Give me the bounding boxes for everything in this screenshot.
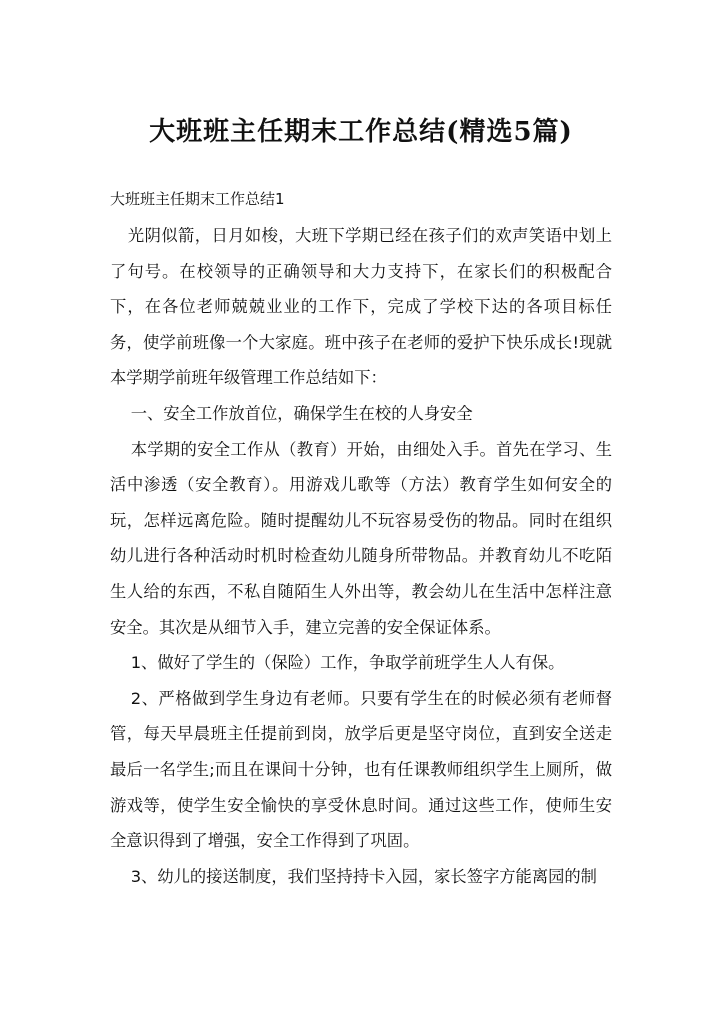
document-title: 大班班主任期末工作总结(精选5篇) [149,117,573,147]
paragraph-heading-safety: 一、安全工作放首位，确保学生在校的人身安全 [130,403,473,423]
paragraph-safety-education: 本学期的安全工作从（教育）开始，由细处入手。首先在学习、生活中渗透（安全教育）。用游戏儿歌等（方法）教育学生如何安全的玩，怎样远离危险。随时提醒幼儿不玩容易受伤的物品。同时在组织幼儿进行各种活动时机时检查幼儿随身所带物品。并教育幼儿不吃陌生人给的东西，不私自随陌生人外出等，教会幼儿在生活中怎样注意安全。其次是从细节入手，建立完善的安全保证体系。 [110,439,612,637]
section-subtitle: 大班班主任期末工作总结1 [110,190,285,208]
paragraph-item-1: 1、做好了学生的（保险）工作，争取学前班学生人人有保。 [130,653,565,673]
paragraph-intro: 光阴似箭，日月如梭，大班下学期已经在孩子们的欢声笑语中划上了句号。在校领导的正确领导和大力支持下，在家长们的积极配合下，在各位老师兢兢业业的工作下，完成了学校下达的各项目标任务，使学前班像一个大家庭。班中孩子在老师的爱护下快乐成长!现就本学期学前班年级管理工作总结如下： [110,226,612,388]
paragraph-item-2: 2、严格做到学生身边有老师。只要有学生在的时候必须有老师督管，每天早晨班主任提前到岗，放学后更是坚守岗位，直到安全送走最后一名学生;而且在课间十分钟，也有任课教师组织学生上厕所，做游戏等，使学生安全愉快的享受休息时间。通过这些工作，使师生安全意识得到了增强，安全工作得到了巩固。 [110,688,612,851]
paragraph-item-3: 3、幼儿的接送制度，我们坚持持卡入园，家长签字方能离园的制 [130,866,597,886]
